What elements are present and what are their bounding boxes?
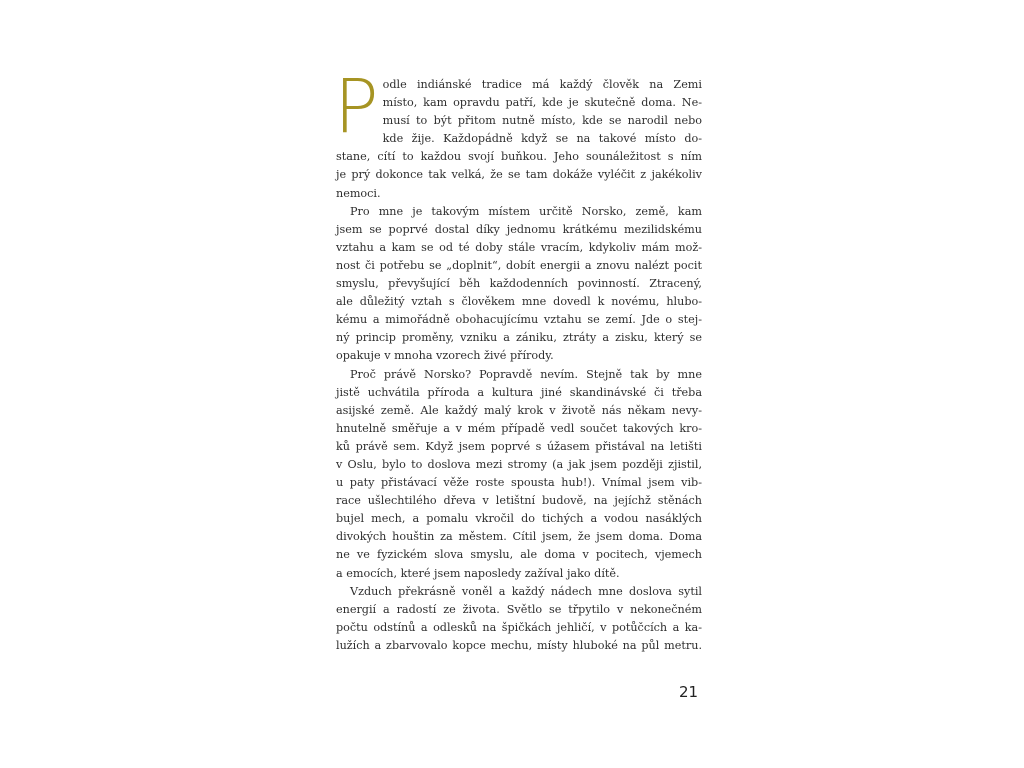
- text-line: asijské země. Ale každý malý krok v životě nás někam nevy-: [336, 403, 702, 417]
- text-line: lužích a zbarvovalo kopce mechu, místy hluboké na půl metru.: [336, 638, 702, 652]
- text-line: hnutelně směřuje a v mém případě vedl součet takových kro-: [336, 421, 702, 435]
- page-number: 21: [679, 683, 699, 701]
- text-line: odle indiánské tradice má každý člověk na Zemi: [382, 78, 702, 91]
- text-line: místo, kam opravdu patří, kde je skutečně doma. Ne-: [382, 96, 702, 110]
- text-line: energií a radostí ze života. Světlo se třpytilo v nekonečném: [336, 602, 702, 616]
- paragraph-3: [336, 366, 702, 583]
- text-line: a emocích, které jsem naposledy zažíval jako dítě.: [336, 566, 620, 580]
- paragraph-4: [336, 583, 702, 655]
- text-line: u paty přistávací věže roste spousta hub!). Vnímal jsem vib-: [336, 476, 702, 490]
- text-line: bujel mech, a pomalu vkročil do tichých a vodou nasáklých: [336, 512, 702, 526]
- text-line: Vzduch překrásně voněl a každý nádech mne doslova sytil: [350, 584, 702, 598]
- text-line: v Oslu, bylo to doslova mezi stromy (a jak jsem později zjistil,: [336, 457, 702, 471]
- drop-cap: P: [334, 64, 379, 150]
- text-line: kému a mimořádně obohacujícímu vztahu se zemí. Jde o stej-: [336, 313, 702, 327]
- text-line: stane, cítí to každou svojí buňkou. Jeho sounáležitost s ním: [336, 150, 702, 164]
- text-line: nost či potřebu se „doplnit“, dobít energii a znovu nalézt pocit: [336, 258, 702, 272]
- text-line: musí to být přitom nutně místo, kde se narodil nebo: [382, 114, 702, 128]
- text-line: vztahu a kam se od té doby stále vracím, kdykoliv mám mož-: [336, 240, 702, 254]
- text-line: ale důležitý vztah s člověkem mne dovedl k novému, hlubo-: [336, 295, 702, 309]
- text-line: jistě uchvátila příroda a kultura jiné skandinávské či třeba: [336, 385, 702, 399]
- text-line: nemoci.: [336, 186, 381, 200]
- text-line: je prý dokonce tak velká, že se tam dokáže vyléčit z jakékoliv: [336, 168, 702, 182]
- text-line: jsem se poprvé dostal díky jednomu krátkému mezilidskému: [336, 222, 702, 236]
- text-line: divokých houštin za městem. Cítil jsem, že jsem doma. Doma: [336, 530, 702, 544]
- text-line: ne ve fyzickém slova smyslu, ale doma v pocitech, vjemech: [336, 548, 702, 562]
- body-text: [334, 64, 702, 655]
- text-line: ků právě sem. Když jsem poprvé s úžasem přistával na letišti: [336, 439, 702, 453]
- text-line: ný princip proměny, vzniku a zániku, ztráty a zisku, který se: [336, 331, 702, 345]
- text-line: počtu odstínů a odlesků na špičkách jehličí, v potůčcích a ka-: [336, 620, 702, 634]
- text-line: Pro mne je takovým místem určitě Norsko, země, kam: [350, 204, 702, 218]
- text-line: kde žije. Každopádně když se na takové místo do-: [382, 132, 702, 146]
- text-line: smyslu, převyšující běh každodenních povinností. Ztracený,: [336, 277, 702, 291]
- text-line: race ušlechtilého dřeva v letištní budově, na jejíchž stěnách: [336, 494, 702, 508]
- paragraph-2: [336, 203, 702, 366]
- text-line: opakuje v mnoha vzorech živé přírody.: [336, 349, 554, 363]
- paragraph-1: [334, 64, 702, 203]
- text-line: Proč právě Norsko? Popravdě nevím. Stejně tak by mne: [350, 367, 702, 381]
